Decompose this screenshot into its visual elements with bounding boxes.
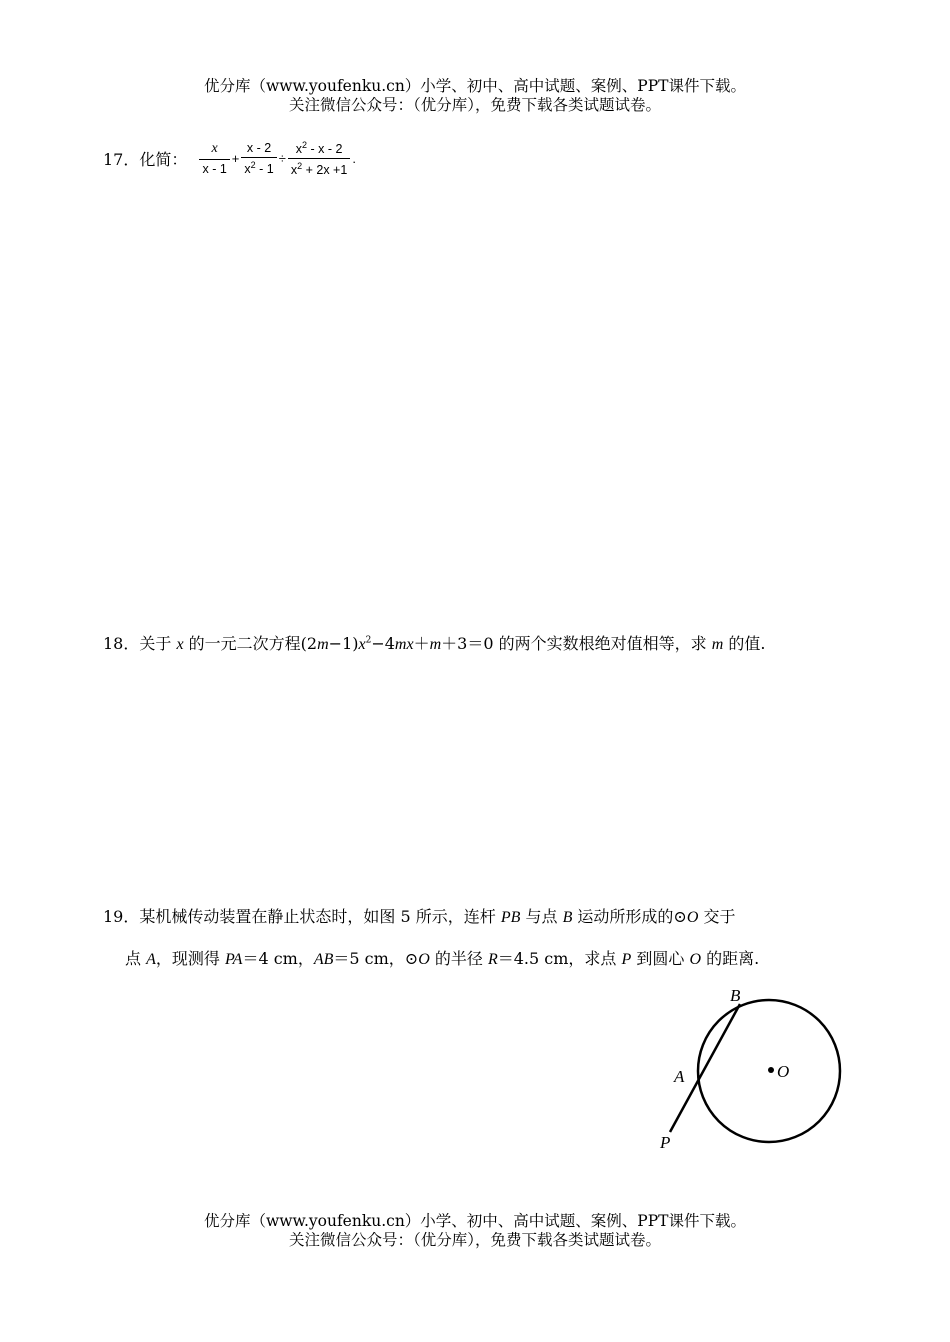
period: . <box>352 151 356 167</box>
footer <box>0 1212 950 1250</box>
fraction-2-denominator: $x^2 - 1$ <box>244 160 274 177</box>
header <box>0 77 950 115</box>
footer-line-1: 优分库（www.youfenku.cn）小学、初中、高中试题、案例、PPT课件下载。 <box>203 1212 747 1230</box>
footer-line-2: 关注微信公众号：（优分库），免费下载各类试题试卷。 <box>288 1231 661 1249</box>
header-line-1: 优分库（www.youfenku.cn）小学、初中、高中试题、案例、PPT课件下载。 <box>203 77 747 95</box>
question-number: 19． <box>103 907 140 926</box>
label-a: A <box>674 1067 685 1086</box>
fraction-2-numerator: x - 2 <box>241 141 276 158</box>
question-17 <box>103 140 357 177</box>
fraction-1-numerator: x <box>211 141 218 157</box>
question-number: 17． <box>103 150 140 170</box>
question-number: 18． <box>103 634 140 653</box>
fraction-2 <box>241 141 276 176</box>
center-point <box>768 1067 774 1073</box>
question-19-line-2: 点 A，现测得 PA＝4 cm，AB＝5 cm，⊙O 的半径 R＝4.5 cm，求点 P 到圆心 O 的距离. <box>125 949 760 968</box>
fraction-3 <box>288 140 350 177</box>
header-line-2: 关注微信公众号：（优分库），免费下载各类试题试卷。 <box>288 96 661 114</box>
fraction-3-denominator: $x^2 + 2x +1$ <box>290 161 348 178</box>
fraction-1-denominator: x - 1 <box>202 162 227 177</box>
question-18: 18．关于 x 的一元二次方程$(2m-1)x^2-4mx+m+3=0$ 的两个实数根绝对值相等，求 m 的值. <box>103 634 766 653</box>
question-prompt: 化简： <box>139 150 188 170</box>
circle-figure <box>650 980 850 1155</box>
question-19-line-1: 19．某机械传动装置在静止状态时，如图 5 所示，连杆 PB 与点 B 运动所形成的⊙O 交于 <box>103 907 736 926</box>
label-p: P <box>660 1133 671 1152</box>
plus-sign: + <box>231 151 240 167</box>
fraction-1 <box>199 141 229 176</box>
label-o: O <box>777 1062 790 1081</box>
fraction-3-numerator: $x^2$ - x - 2 <box>288 140 350 159</box>
divide-sign: ÷ <box>278 151 286 167</box>
label-b: B <box>730 986 741 1005</box>
